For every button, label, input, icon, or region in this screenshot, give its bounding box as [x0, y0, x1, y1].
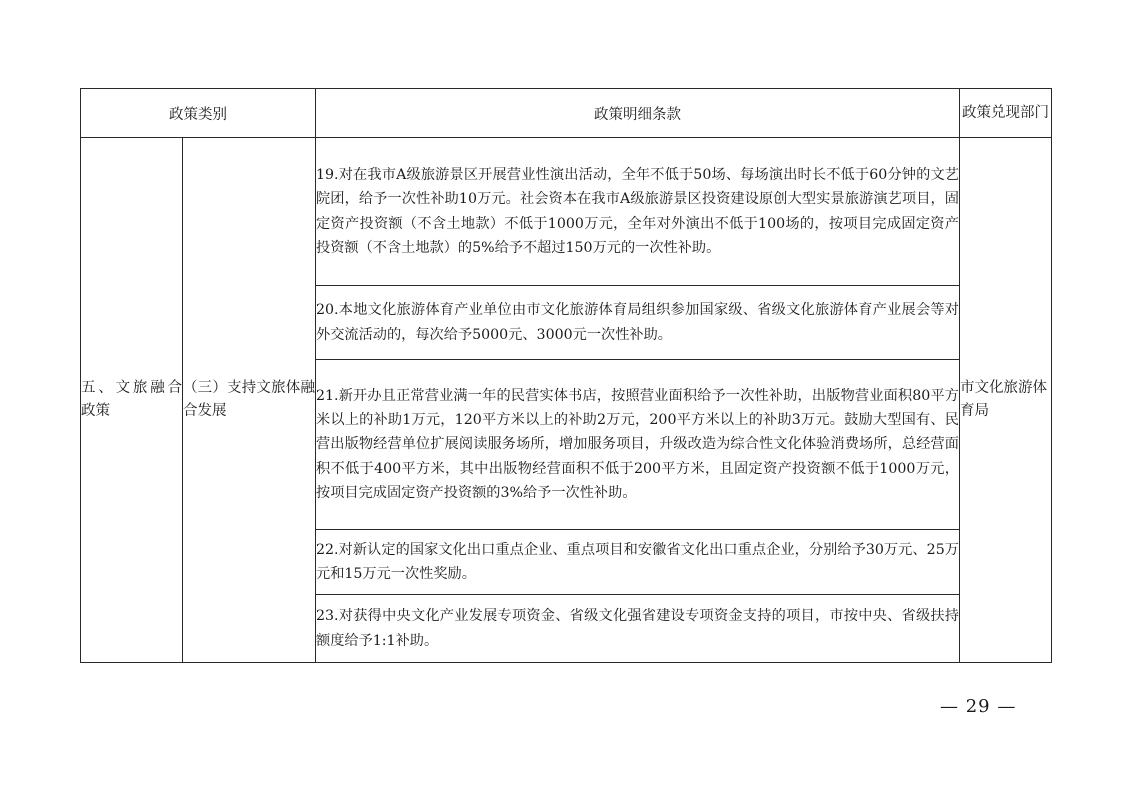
header-detail: 政策明细条款	[316, 89, 960, 138]
table-row	[81, 138, 1052, 286]
policy-department: 市文化旅游体育局	[960, 138, 1052, 663]
policy-item-21: 21.新开办且正常营业满一年的民营实体书店，按照营业面积给予一次性补助，出版物营业面积80平方米以上的补助1万元，120平方米以上的补助2万元，200平方米以上的补助3万元。鼓励大型国有、民营出版物经营单位扩展阅读服务场所，增加服务项目，升级改造为综合性文化体验消费场所，总经营面积不低于400平方米，其中出版物经营面积不低于200平方米，且固定资产投资额不低于1000万元，按项目完成固定资产投资额的3%给予一次性补助。	[316, 360, 960, 530]
policy-item-22: 22.对新认定的国家文化出口重点企业、重点项目和安徽省文化出口重点企业，分别给予30万元、25万元和15万元一次性奖励。	[316, 530, 960, 595]
page-number: — 29 —	[940, 696, 1017, 717]
policy-item-20: 20.本地文化旅游体育产业单位由市文化旅游体育局组织参加国家级、省级文化旅游体育产业展会等对外交流活动的，每次给予5000元、3000元一次性补助。	[316, 286, 960, 360]
policy-subcategory: （三）支持文旅体融合发展	[183, 138, 316, 663]
policy-category: 五、文旅融合政策	[81, 138, 183, 663]
policy-item-19: 19.对在我市A级旅游景区开展营业性演出活动，全年不低于50场、每场演出时长不低于60分钟的文艺院团，给予一次性补助10万元。社会资本在我市A级旅游景区投资建设原创大型实景旅游演艺项目，固定资产投资额（不含土地款）不低于1000万元，全年对外演出不低于100场的，按项目完成固定资产投资额（不含土地款）的5%给予不超过150万元的一次性补助。	[316, 138, 960, 286]
header-category: 政策类别	[81, 89, 316, 138]
header-dept: 政策兑现部门	[960, 89, 1052, 138]
policy-item-23: 23.对获得中央文化产业发展专项资金、省级文化强省建设专项资金支持的项目，市按中央、省级扶持额度给予1:1补助。	[316, 595, 960, 663]
policy-table	[80, 88, 1052, 663]
header-row	[81, 89, 1052, 138]
